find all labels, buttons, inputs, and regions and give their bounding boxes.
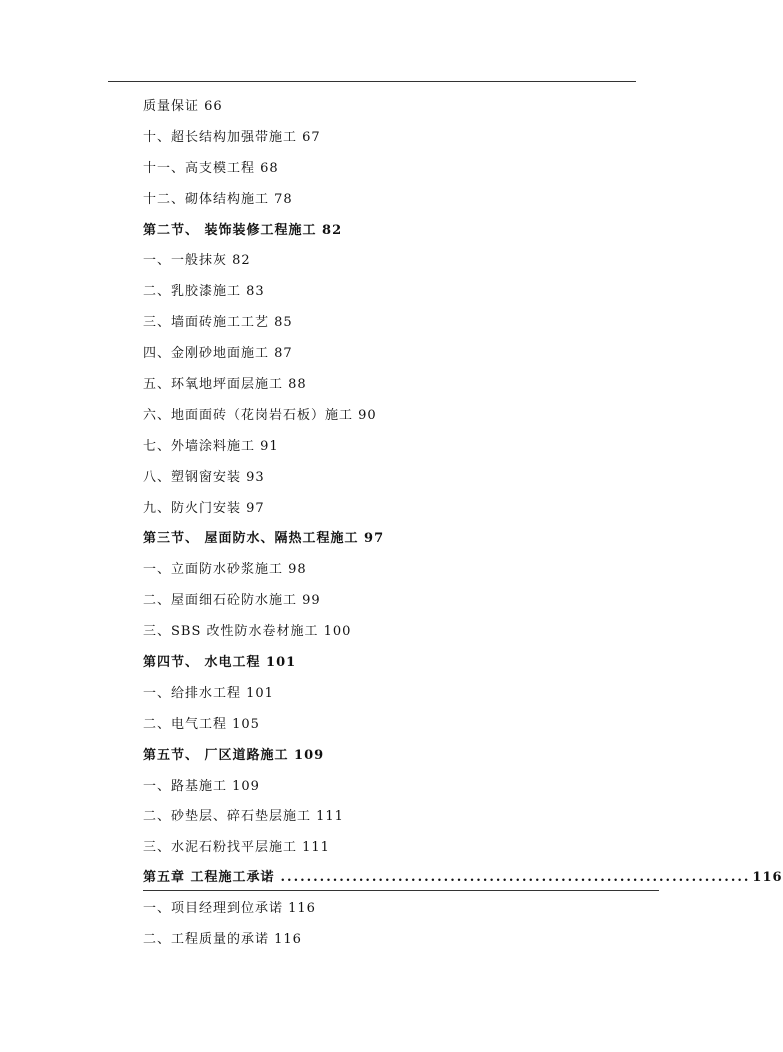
toc-entry[interactable]: 三、墙面砖施工工艺 85 [143, 315, 293, 331]
toc-entry[interactable]: 二、电气工程 105 [143, 716, 260, 732]
toc-chapter-entry[interactable] [143, 866, 783, 891]
toc-entry[interactable]: 八、塑钢窗安装 93 [143, 469, 265, 485]
toc-section-entry[interactable]: 第二节、 装饰装修工程施工 82 [143, 222, 343, 238]
toc-entry[interactable]: 七、外墙涂料施工 91 [143, 438, 279, 454]
toc-entry[interactable]: 六、地面面砖（花岗岩石板）施工 90 [143, 407, 377, 423]
toc-entry[interactable]: 一、路基施工 109 [143, 778, 260, 794]
toc-entry[interactable]: 二、乳胶漆施工 83 [143, 284, 265, 300]
toc-entry[interactable]: 十一、高支模工程 68 [143, 160, 279, 176]
toc-list-continued [143, 894, 663, 956]
toc-entry[interactable]: 九、防火门安装 97 [143, 500, 265, 516]
dot-leader: ........................................................................ [280, 870, 751, 885]
toc-entry[interactable]: 十二、砌体结构施工 78 [143, 191, 293, 207]
toc-entry[interactable]: 四、金刚砂地面施工 87 [143, 346, 293, 362]
toc-list [143, 92, 663, 864]
toc-entry[interactable]: 一、给排水工程 101 [143, 685, 274, 701]
toc-entry[interactable]: 一、立面防水砂浆施工 98 [143, 562, 307, 578]
chapter-page-number: 116 [752, 870, 783, 885]
toc-section-entry[interactable]: 第三节、 屋面防水、隔热工程施工 97 [143, 531, 385, 547]
toc-entry[interactable]: 二、屋面细石砼防水施工 99 [143, 593, 321, 609]
header-rule [108, 81, 636, 82]
toc-section-entry[interactable]: 第五节、 厂区道路施工 109 [143, 747, 325, 763]
toc-entry[interactable]: 一、一般抹灰 82 [143, 253, 251, 269]
chapter-title: 第五章 工程施工承诺 [143, 870, 275, 885]
toc-entry[interactable]: 三、水泥石粉找平层施工 111 [143, 840, 330, 856]
toc-section-entry[interactable]: 第四节、 水电工程 101 [143, 655, 297, 671]
toc-entry[interactable]: 质量保证 66 [143, 99, 223, 114]
toc-entry[interactable]: 十、超长结构加强带施工 67 [143, 129, 321, 145]
toc-entry[interactable]: 一、项目经理到位承诺 116 [143, 901, 316, 916]
toc-entry[interactable]: 五、环氧地坪面层施工 88 [143, 377, 307, 393]
toc-entry[interactable]: 二、砂垫层、碎石垫层施工 111 [143, 809, 344, 825]
toc-entry[interactable]: 二、工程质量的承诺 116 [143, 931, 302, 947]
toc-entry[interactable]: 三、SBS 改性防水卷材施工 100 [143, 624, 352, 640]
